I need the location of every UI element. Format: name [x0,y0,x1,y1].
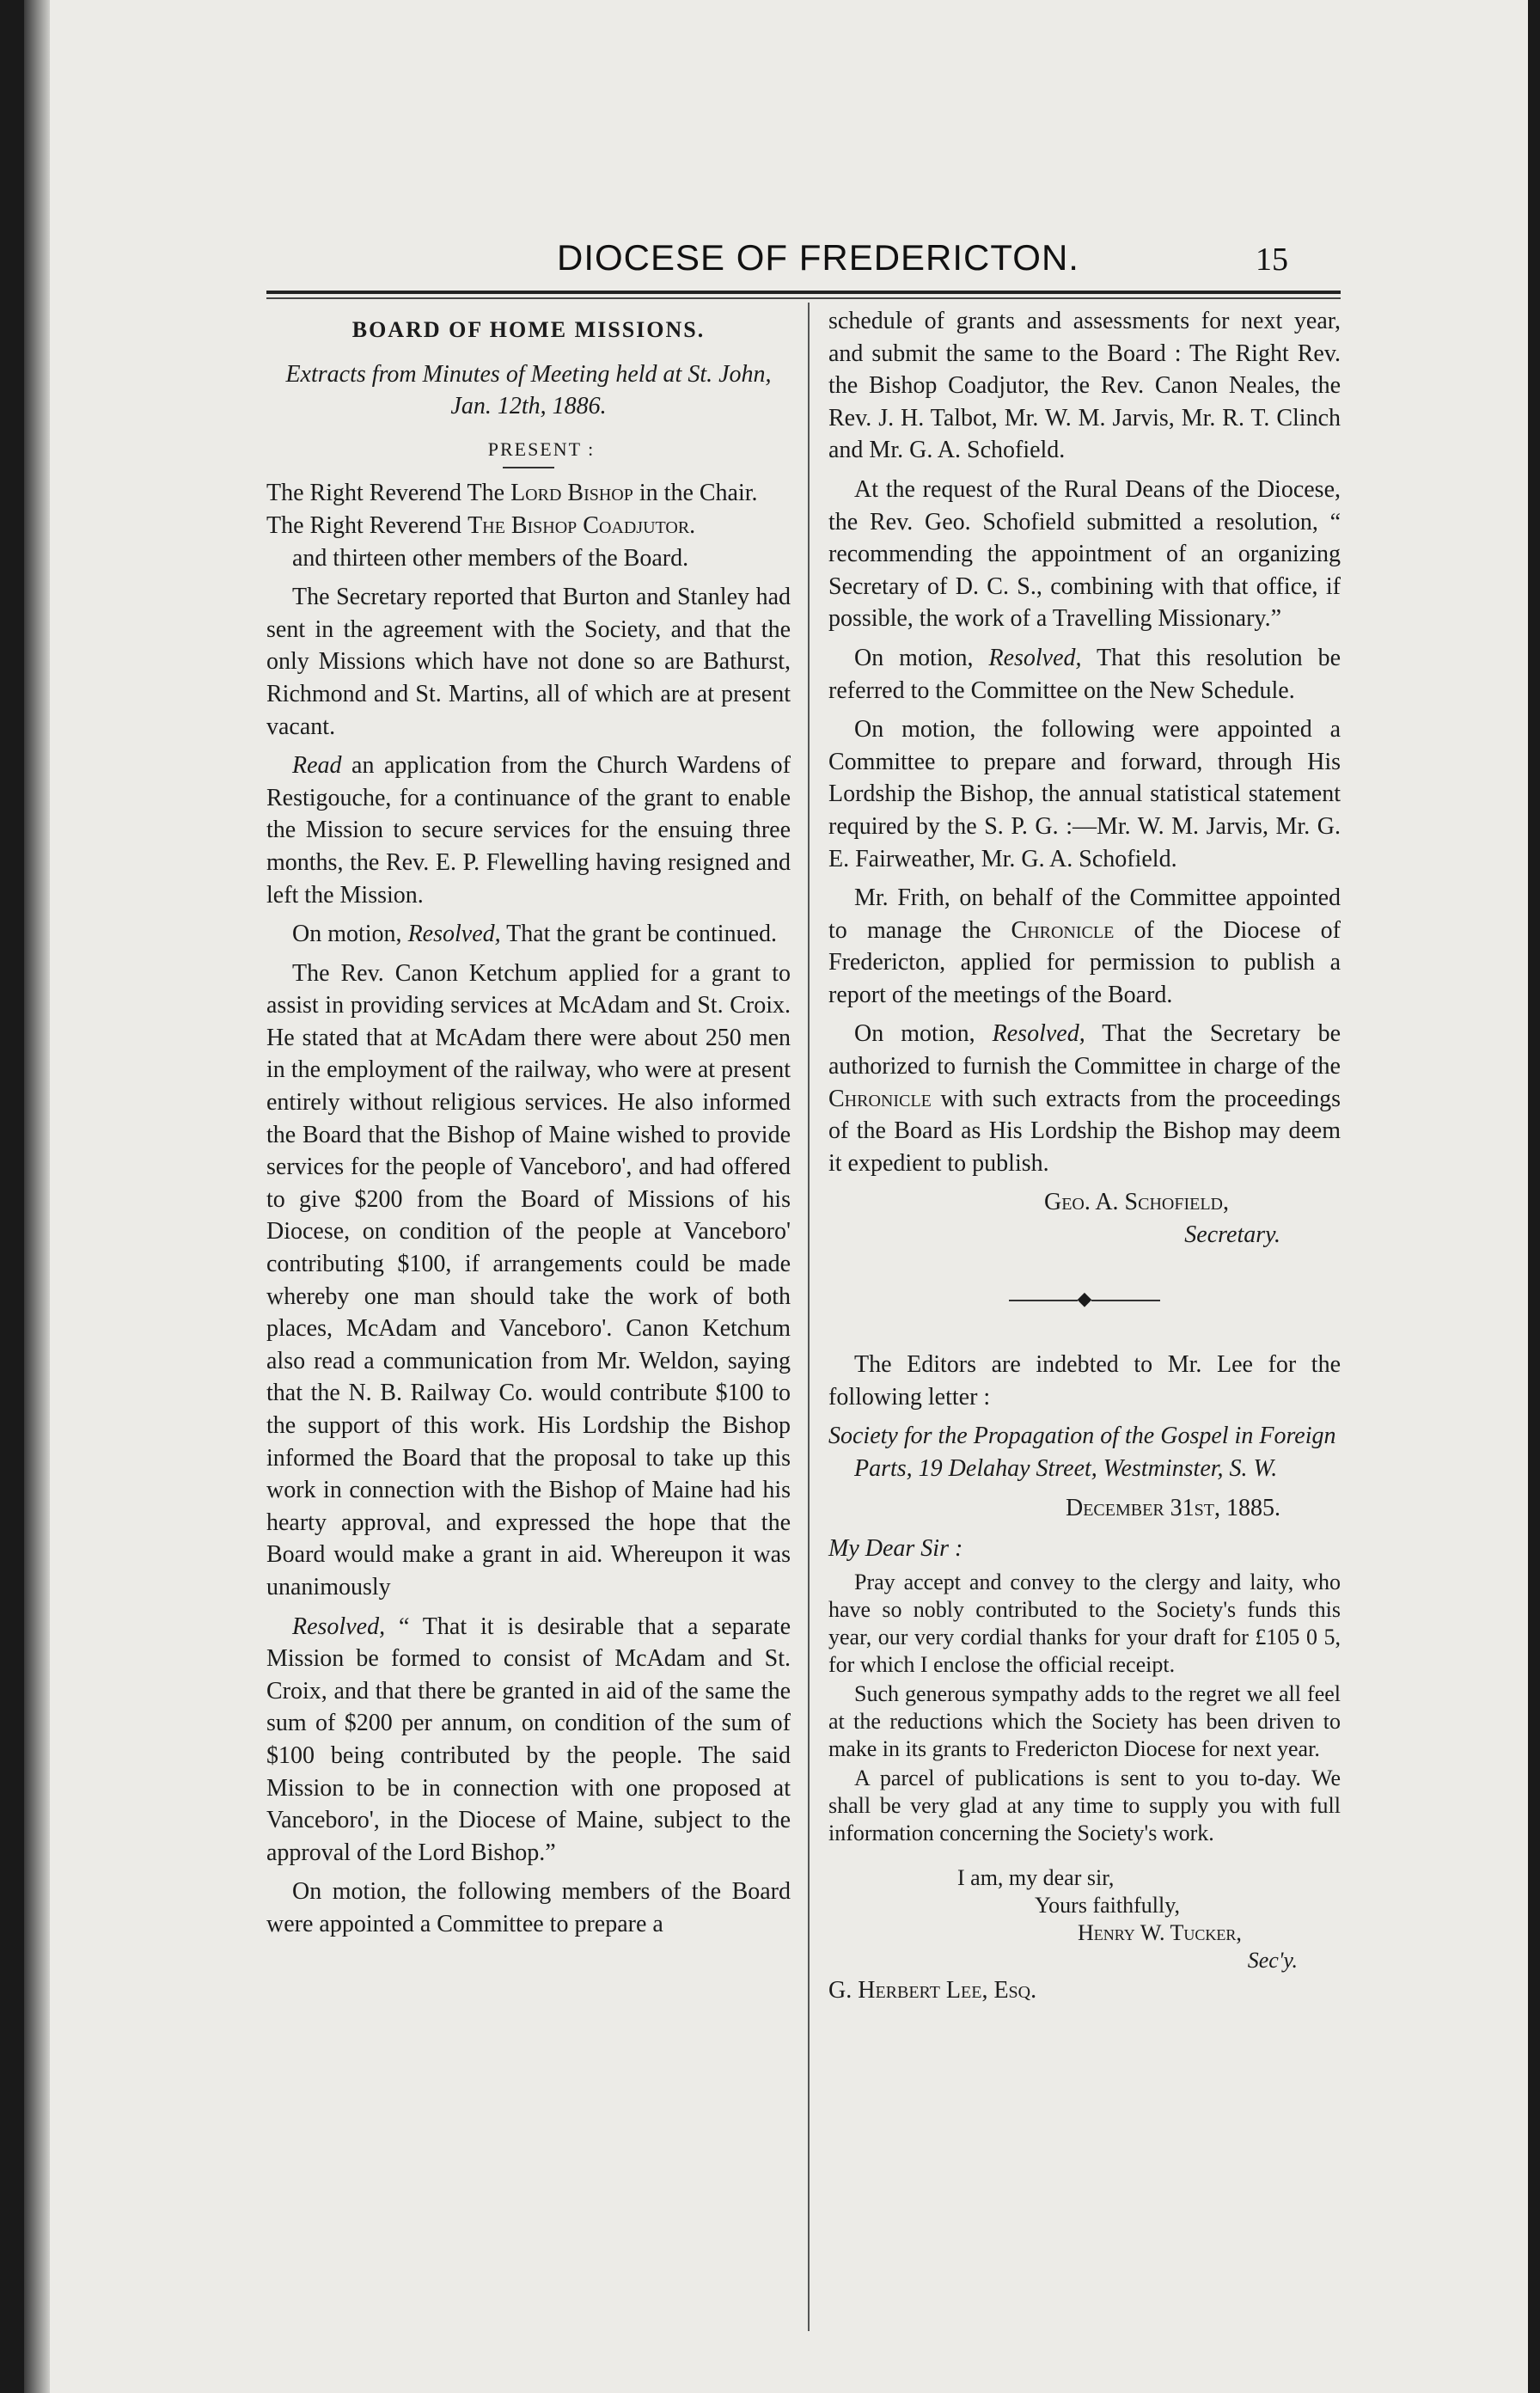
running-head: DIOCESE OF FREDERICTON. [557,237,1079,278]
section-ornament: ◆ [828,1282,1341,1315]
page-number: 15 [1256,242,1288,278]
letter-date: December 31st, 1885. [1065,1494,1280,1521]
letter-signature: Henry W. Tucker, [1078,1919,1242,1945]
present-entry-1: The Right Reverend The Lord Bishop in the Chair. [266,480,758,507]
binding-edge [24,0,50,2393]
scanned-page [24,0,1528,2393]
letter-paragraph: A parcel of publications is sent to you to-day. We shall be very glad at any time to supply you with full information concerning the Society's work. [828,1765,1341,1845]
paragraph: On motion, the following were appointed a Committee to prepare and forward, through His Lordship the Bishop, the annual statistical statement required by the S. P. G. :—Mr. W. M. Jarvis, Mr. G. E. Fairweather, Mr. G. A. Schofield. [828,716,1341,872]
letter-signature-title: Sec'y. [1247,1947,1298,1973]
paragraph: On motion, Resolved, That the Secretary be authorized to furnish the Committee in charge of the Chronicle with such extracts from the proceedings of the Board as His Lordship the Bishop may deem it expedient to publish. [828,1020,1341,1177]
paragraph: At the request of the Rural Deans of the Diocese, the Rev. Geo. Schofield submitted a resolution, “ recommending the appointment of an organizing Secretary of D. C. S., combining with that office, if possible, the work of a Travelling Missionary.” [828,475,1341,633]
paragraph: On motion, Resolved, That this resolution be referred to the Committee on the New Schedule. [828,644,1341,704]
paragraph: Mr. Frith, on behalf of the Committee appointed to manage the Chronicle of the Diocese of Fredericton, applied for permission to publish a report of the meetings of the Board. [828,884,1341,1008]
present-entry-2: The Right Reverend The Bishop Coadjutor. [266,511,696,539]
letter-closing: Yours faithfully, [1035,1892,1181,1918]
present-rule [503,467,554,468]
letter-salutation: My Dear Sir : [828,1535,963,1563]
left-column [266,305,791,1948]
present-label: PRESENT : [487,438,596,460]
letter-paragraph: Such generous sympathy adds to the regret we all feel at the reductions which the Society has been driven to make in its grants to Fredericton Diocese for next year. [828,1680,1341,1761]
header-rule [266,291,1341,294]
section-subheading: Extracts from Minutes of Meeting held at St. John, Jan. 12th, 1886. [285,360,772,420]
paragraph: The Secretary reported that Burton and Stanley had sent in the agreement with the Society, and that the only Missions which have not done so are Bathurst, Richmond and St. Martins, all of which are at present vacant. [266,584,791,740]
column-divider [808,303,810,2331]
letter-source: Society for the Propagation of the Gospel in Foreign Parts, 19 Delahay Street, Westminster, S. W. [828,1423,1336,1482]
letter-paragraph: Pray accept and convey to the clergy and laity, who have so nobly contributed to the Society's funds this year, our very cordial thanks for your draft for £105 0 5, for which I enclose the official receipt. [828,1569,1341,1677]
paragraph: On motion, Resolved, That the grant be continued. [292,921,778,948]
present-entry-3: and thirteen other members of the Board. [292,544,689,572]
paragraph: schedule of grants and assessments for next year, and submit the same to the Board : The Right Rev. the Bishop Coadjutor, the Rev. Canon Neales, the Rev. J. H. Talbot, Mr. W. M. Jarvis, Mr. R. T. Clinch and Mr. G. A. Schofield. [828,308,1341,464]
letter-addressee: G. Herbert Lee, Esq. [828,1976,1037,2004]
letter-closing: I am, my dear sir, [957,1864,1115,1890]
letter-body [828,1569,1341,1974]
paragraph: Read an application from the Church Wardens of Restigouche, for a continuance of the grant to enable the Mission to secure services for the ensuing three months, the Rev. E. P. Flewelling having resigned and left the Mission. [266,752,791,909]
header-rule-thin [266,297,1341,299]
paragraph: The Rev. Canon Ketchum applied for a grant to assist in providing services at McAdam and St. Croix. He stated that at McAdam there were about 250 men in the employment of the railway, who were at present entirely without religious services. He also informed the Board that the Bishop of Maine wished to provide services for the people of Vanceboro', and had offered to give $200 from the Board of Missions of his Diocese, on condition of the people at Vanceboro' contributing $100, if arrangements could be made whereby one man should take the work of both places, McAdam and Vanceboro'. Canon Ketchum also read a communication from Mr. Weldon, saying that the N. B. Railway Co. would contribute $100 to the support of this work. His Lordship the Bishop informed the Board that the proposal to take up this work in connection with the Bishop of Maine had his hearty approval, and expressed the hope that the Board would make a grant in aid. Whereupon it was unanimously [266,959,791,1600]
paragraph: On motion, the following members of the Board were appointed a Committee to prepare a [266,1878,791,1937]
paragraph: Resolved, “ That it is desirable that a separate Mission be formed to consist of McAdam and St. Croix, and that there be granted in aid of the same the sum of $200 per annum, on condition of the sum of $100 being contributed by the people. The said Mission to be in connection with one proposed at Vanceboro', in the Diocese of Maine, subject to the approval of the Lord Bishop.” [266,1613,791,1866]
signature-name: Geo. A. Schofield, [1043,1189,1229,1216]
signature-title: Secretary. [1184,1221,1280,1249]
section-heading: BOARD OF HOME MISSIONS. [351,317,706,342]
right-column [828,305,1341,2006]
editors-note: The Editors are indebted to Mr. Lee for the following letter : [828,1351,1341,1411]
